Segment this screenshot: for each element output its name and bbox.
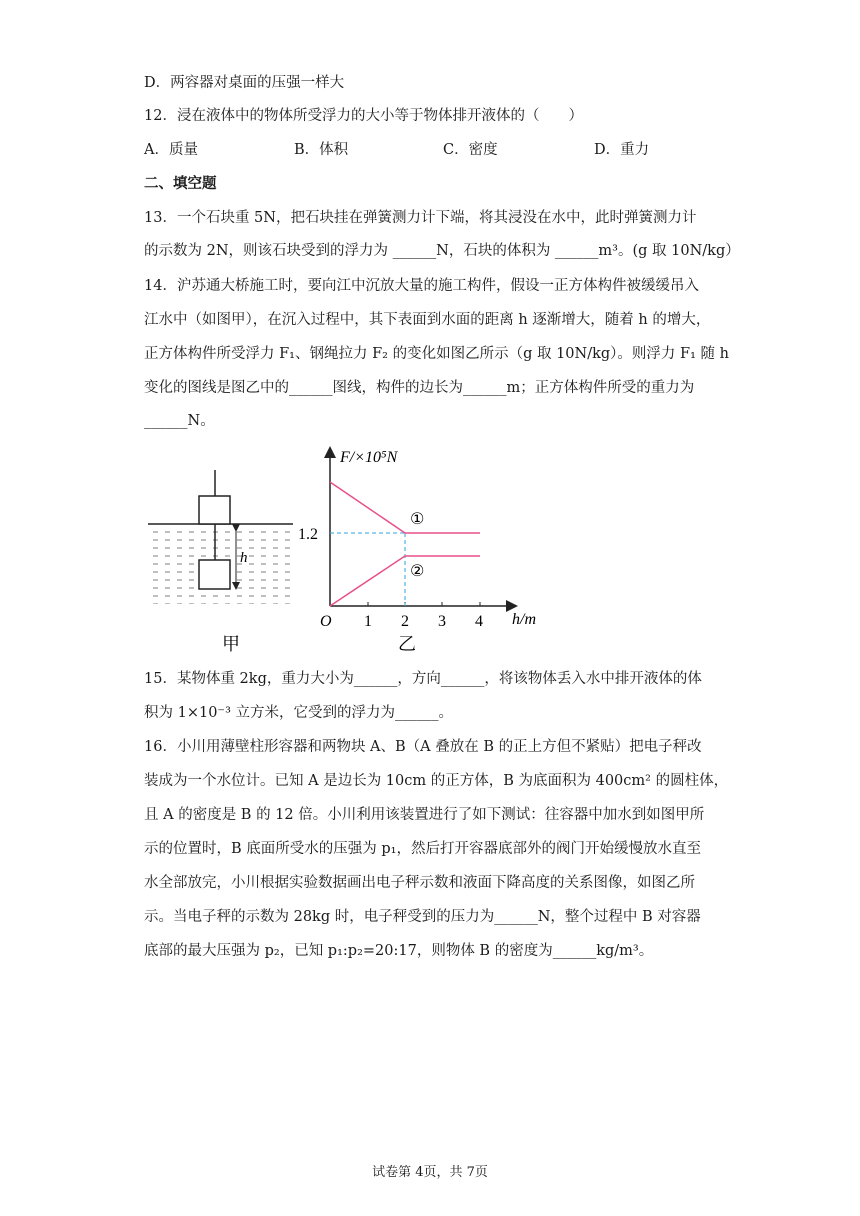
figure-jia <box>148 470 293 655</box>
x-axis-label: h/m <box>512 611 536 628</box>
x-tick-2: 2 <box>401 613 409 630</box>
curve-1-label: ① <box>410 509 425 528</box>
q14-line1: 14．沪苏通大桥施工时，要向江中沉放大量的施工构件，假设一正方体构件被缓缓吊入 <box>144 278 699 294</box>
curve-1 <box>330 482 480 533</box>
caption-jia: 甲 <box>222 634 240 655</box>
h-label: h <box>240 550 248 566</box>
q16-line6: 示。当电子秤的示数为 28kg 时，电子秤受到的压力为______N，整个过程中 B 对容器 <box>144 909 701 925</box>
q12-option-d: D．重力 <box>594 142 650 158</box>
q14-line4: 变化的图线是图乙中的______图线，构件的边长为______m；正方体构件所受的重力为 <box>144 380 695 396</box>
q16-line1: 16．小川用薄壁柱形容器和两物块 A、B（A 叠放在 B 的正上方但不紧贴）把电子秤改 <box>144 739 702 755</box>
block-submerged <box>199 560 230 589</box>
q16-line3: 且 A 的密度是 B 的 12 倍。小川利用该装置进行了如下测试：往容器中加水到如图甲所 <box>144 807 705 823</box>
q12-option-b: B．体积 <box>294 142 349 158</box>
q14-line2: 江水中（如图甲），在沉入过程中，其下表面到水面的距离 h 逐渐增大，随着 h 的增大， <box>144 312 711 328</box>
q14-line3: 正方体构件所受浮力 F₁、钢绳拉力 F₂ 的变化如图乙所示（g 取 10N/kg）。则浮力 F₁ 随 h <box>144 346 729 362</box>
q12-stem: 12．浸在液体中的物体所受浮力的大小等于物体排开液体的（ ） <box>144 108 583 124</box>
x-tick-3: 3 <box>438 613 446 630</box>
origin-label: O <box>320 613 332 630</box>
y-tick-label: 1.2 <box>298 526 318 543</box>
q14-figure <box>140 440 560 655</box>
q16-line7: 底部的最大压强为 p₂，已知 p₁:p₂=20:17，则物体 B 的密度为______kg/m³。 <box>144 943 654 959</box>
block-above <box>199 496 230 524</box>
page-footer: 试卷第 4页，共 7页 <box>372 1165 488 1180</box>
q12-option-c: C．密度 <box>443 142 498 158</box>
q16-line5: 水全部放完，小川根据实验数据画出电子秤示数和液面下降高度的关系图像，如图乙所 <box>144 875 695 891</box>
q15-line1: 15．某物体重 2kg，重力大小为______，方向______，将该物体丢入水中排开液体的体 <box>144 671 702 687</box>
q14-line5: ______N。 <box>144 413 215 429</box>
curve-2-label: ② <box>410 561 425 580</box>
q12-option-a: A．质量 <box>144 142 198 158</box>
y-axis-label: F/×10⁵N <box>340 449 398 466</box>
x-tick-4: 4 <box>475 613 483 630</box>
figure-yi <box>298 449 536 655</box>
x-tick-1: 1 <box>364 613 372 630</box>
q16-line4: 示的位置时，B 底面所受水的压强为 p₁，然后打开容器底部外的阀门开始缓慢放水直至 <box>144 841 701 857</box>
q11-option-d: D．两容器对桌面的压强一样大 <box>144 75 345 91</box>
section-title: 二、填空题 <box>144 175 217 192</box>
caption-yi: 乙 <box>398 634 416 655</box>
q13-line2: 的示数为 2N，则该石块受到的浮力为 ______N，石块的体积为 ______m³。(g 取 10N/kg） <box>144 243 740 259</box>
q15-line2: 积为 1×10⁻³ 立方米，它受到的浮力为______。 <box>144 705 454 721</box>
q13-line1: 13．一个石块重 5N，把石块挂在弹簧测力计下端，将其浸没在水中，此时弹簧测力计 <box>144 210 697 226</box>
q16-line2: 装成为一个水位计。已知 A 是边长为 10cm 的正方体，B 为底面积为 400cm² 的圆柱体， <box>144 773 729 789</box>
